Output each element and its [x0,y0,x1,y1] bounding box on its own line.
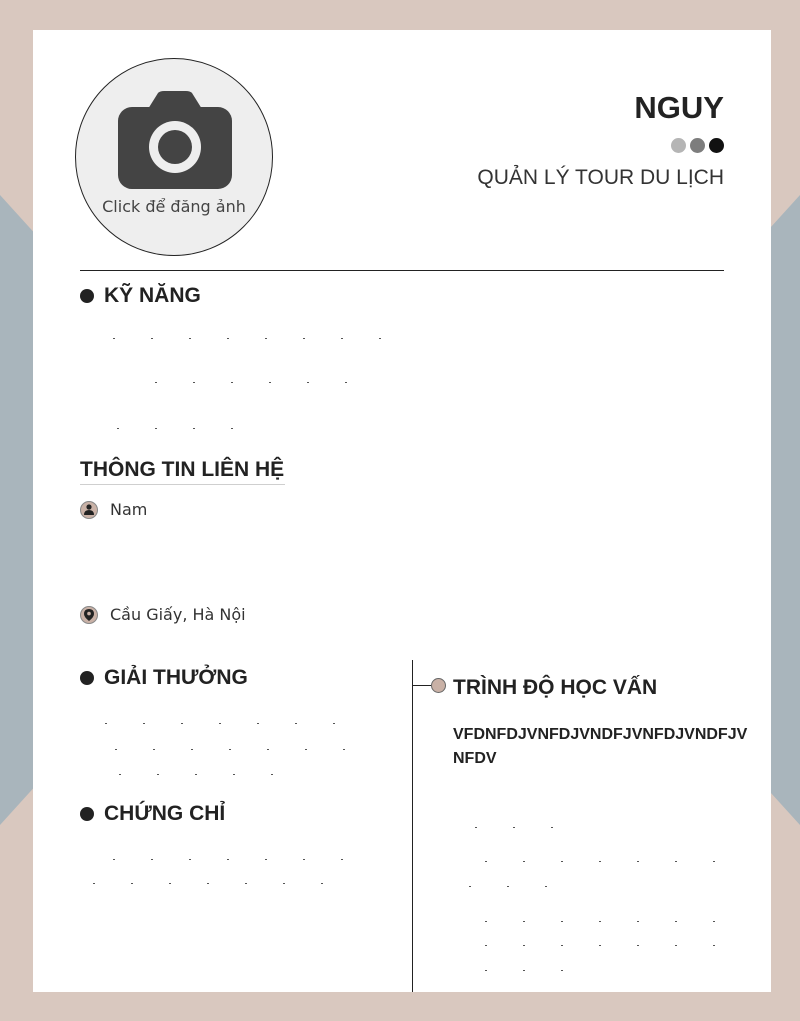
timeline-line [412,660,413,992]
timeline-dot-icon [431,678,446,693]
skills-line[interactable] [117,428,237,429]
education-heading [453,676,657,700]
dot-light [671,138,686,153]
contact-heading[interactable]: THÔNG TIN LIÊN HỆ [80,458,285,485]
skills-line[interactable] [113,338,383,339]
contact-address[interactable]: Cầu Giấy, Hà Nội [110,605,246,624]
education-line[interactable] [485,945,745,946]
education-line[interactable] [485,921,745,922]
contact-address-row [80,605,246,624]
candidate-name[interactable]: NGUY [634,90,724,125]
education-line[interactable] [485,970,585,971]
certificates-line[interactable] [93,883,343,884]
cv-sheet [33,30,771,992]
header-divider [80,270,724,271]
contact-gender-row [80,500,147,519]
photo-upload[interactable] [75,58,273,256]
camera-icon [118,91,232,189]
skills-line[interactable] [155,382,355,383]
certificates-heading [80,802,225,826]
contact-gender[interactable]: Nam [110,500,148,519]
job-title[interactable]: QUẢN LÝ TOUR DU LỊCH [477,166,724,189]
bullet-icon [80,289,94,303]
awards-line[interactable] [115,749,345,750]
certificates-heading-label[interactable]: CHỨNG CHỈ [104,802,226,825]
education-line[interactable] [469,886,579,887]
skills-heading [80,284,201,308]
dot-dark [709,138,724,153]
photo-upload-label[interactable]: Click để đăng ảnh [102,197,246,216]
education-line[interactable] [485,861,745,862]
awards-line[interactable] [119,774,309,775]
education-school[interactable]: VFDNFDJVNFDJVNDFJVNFDJVNDFJVNFDV [453,726,748,767]
awards-line[interactable] [105,723,345,724]
decor-dots [671,138,724,153]
timeline-connector [412,685,432,686]
certificates-line[interactable] [113,859,343,860]
dot-medium [690,138,705,153]
bullet-icon [80,671,94,685]
awards-heading [80,666,248,690]
person-icon [80,501,98,519]
education-heading-label[interactable]: TRÌNH ĐỘ HỌC VẤN [453,676,658,699]
location-pin-icon [80,606,98,624]
bullet-icon [80,807,94,821]
education-line[interactable] [475,827,585,828]
skills-heading-label[interactable]: KỸ NĂNG [104,284,201,307]
awards-heading-label[interactable]: GIẢI THƯỞNG [104,666,248,689]
